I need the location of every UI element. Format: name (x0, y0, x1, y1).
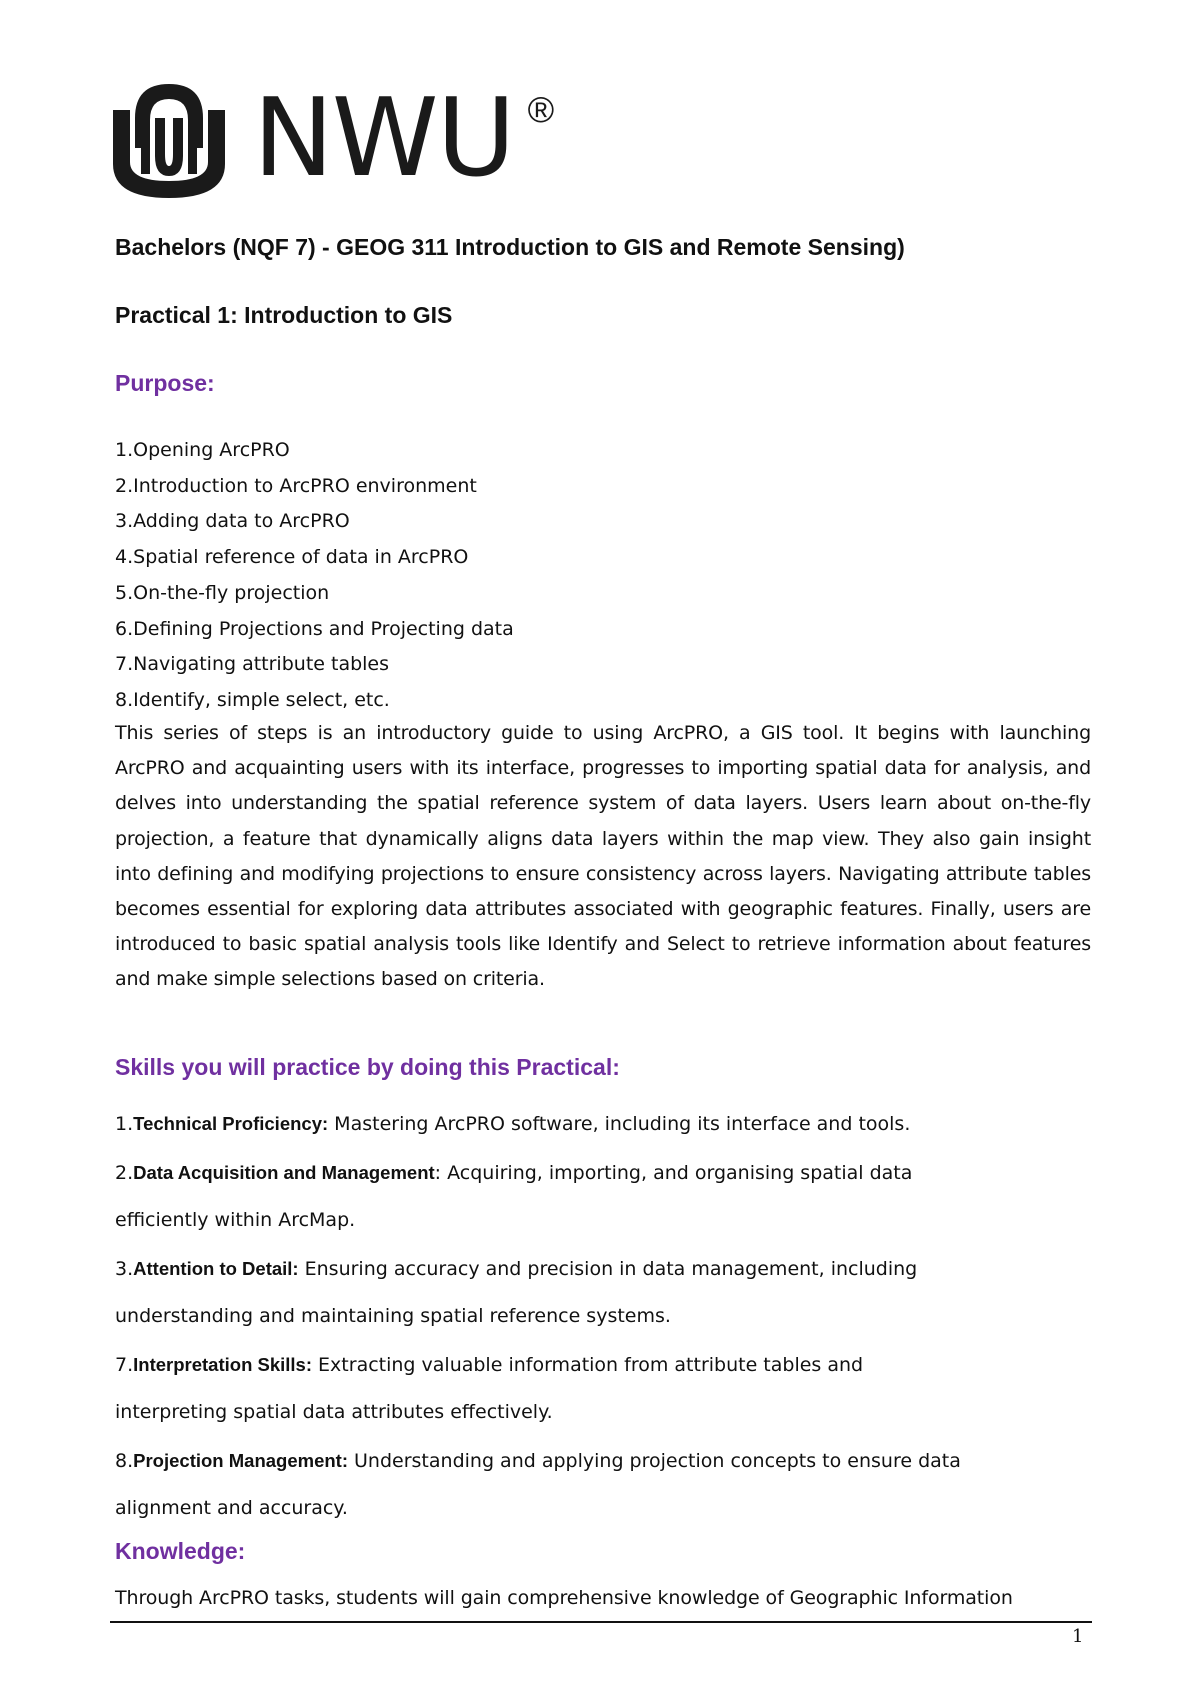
footer-divider (110, 1621, 1092, 1623)
skill-text: Mastering ArcPRO software, including its interface and tools. (328, 1113, 911, 1135)
course-title: Bachelors (NQF 7) - GEOG 311 Introduction to GIS and Remote Sensing) (115, 234, 905, 260)
purpose-description: This series of steps is an introductory guide to using ArcPRO, a GIS tool. It begins with launching ArcPRO and acquainting users with its interface, progresses to importing spatial data for analysis, and delves into understanding the spatial reference system of data layers. Users learn about on-the-fly projection, a feature that dynamically aligns data layers within the map view. They also gain insight into defining and modifying projections to ensure consistency across layers. Navigating attribute tables becomes essential for exploring data attributes associated with geographic features. Finally, users are introduced to basic spatial analysis tools like Identify and Select to retrieve information about features and make simple selections based on criteria. (115, 722, 1091, 991)
list-item: 2.Introduction to ArcPRO environment (115, 474, 477, 497)
skill-text: Understanding and applying projection concepts to ensure data (347, 1449, 961, 1472)
skill-continuation: interpreting spatial data attributes effectively. (115, 1401, 553, 1423)
skill-text: Extracting valuable information from attribute tables and (312, 1353, 864, 1376)
skill-item (115, 1245, 1115, 1294)
skill-term: Technical Proficiency: (133, 1113, 329, 1134)
skill-item (115, 1341, 1115, 1390)
list-item: 1.Opening ArcPRO (115, 439, 290, 461)
skill-item (115, 1437, 1115, 1486)
list-item: 4.Spatial reference of data in ArcPRO (115, 546, 469, 569)
skill-number: 1. (115, 1113, 134, 1135)
knowledge-text: Through ArcPRO tasks, students will gain comprehensive knowledge of Geographic Information (115, 1587, 1013, 1609)
skill-continuation: efficiently within ArcMap. (115, 1209, 356, 1231)
skill-text: : Acquiring, importing, and organising spatial data (434, 1161, 913, 1184)
skill-text: Ensuring accuracy and precision in data management, including (298, 1257, 918, 1280)
list-item: 7.Navigating attribute tables (115, 653, 390, 676)
skills-heading: Skills you will practice by doing this Practical: (115, 1054, 620, 1080)
skill-term: Projection Management: (133, 1449, 348, 1471)
skill-continuation: alignment and accuracy. (115, 1497, 348, 1519)
purpose-heading: Purpose: (115, 370, 215, 396)
list-item: 8.Identify, simple select, etc. (115, 688, 390, 711)
skill-number: 3. (115, 1257, 134, 1280)
logo-wordmark: NWU (253, 76, 514, 201)
skill-continuation: understanding and maintaining spatial reference systems. (115, 1305, 671, 1327)
skill-term: Data Acquisition and Management (133, 1161, 435, 1183)
practical-title: Practical 1: Introduction to GIS (115, 302, 453, 328)
list-item: 5.On-the-fly projection (115, 581, 330, 604)
skills-list (115, 1100, 1115, 1533)
nwu-logo (113, 76, 555, 201)
skill-number: 8. (115, 1449, 134, 1472)
skill-item (115, 1100, 1115, 1149)
skill-number: 7. (115, 1353, 134, 1376)
page-number: 1 (1072, 1626, 1084, 1647)
skill-term: Attention to Detail: (133, 1257, 299, 1279)
skill-number: 2. (115, 1161, 134, 1184)
registered-mark: ® (527, 89, 555, 130)
list-item: 6.Defining Projections and Projecting data (115, 617, 514, 640)
knowledge-heading: Knowledge: (115, 1538, 246, 1564)
list-item: 3.Adding data to ArcPRO (115, 510, 350, 533)
skill-item (115, 1149, 1115, 1198)
nwu-emblem-icon (113, 84, 225, 198)
purpose-list (115, 433, 1095, 719)
skill-term: Interpretation Skills: (133, 1353, 313, 1375)
